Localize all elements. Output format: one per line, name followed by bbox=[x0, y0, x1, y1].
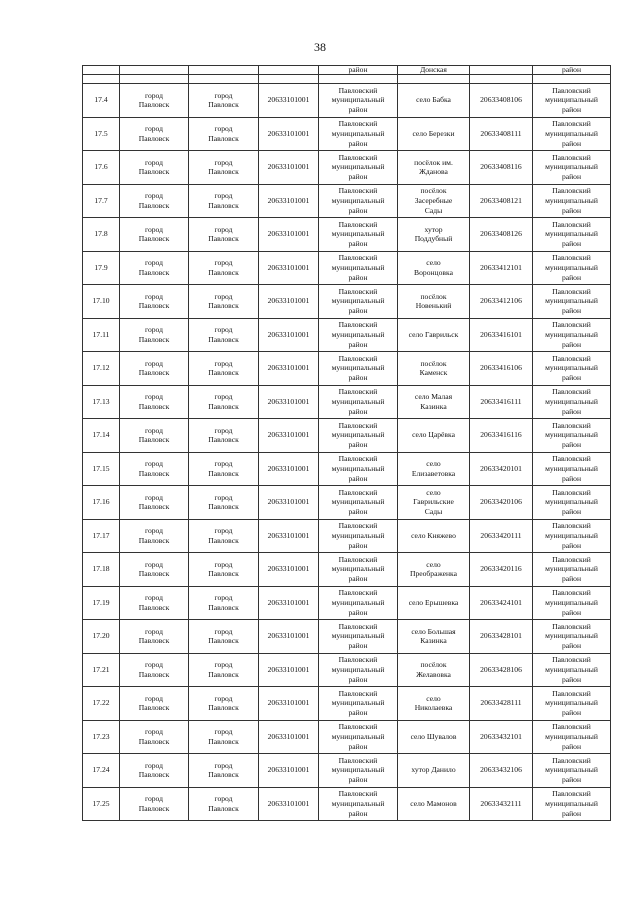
cell-settlement-code: 20633412101 bbox=[470, 251, 533, 285]
table-row bbox=[83, 318, 611, 352]
cell-city: город Павловск bbox=[120, 285, 189, 319]
cell-city: город Павловск bbox=[120, 84, 189, 118]
cell-number: 17.9 bbox=[83, 251, 120, 285]
table-row bbox=[83, 519, 611, 553]
table-row bbox=[83, 84, 611, 118]
cell-settlement-code: 20633416116 bbox=[470, 419, 533, 453]
cell-oktmo: 20633101001 bbox=[259, 184, 319, 218]
cell-city: город Павловск bbox=[120, 151, 189, 185]
cell-district: Павловский муниципальный район bbox=[319, 754, 398, 788]
cell-city: город Павловск bbox=[120, 352, 189, 386]
cell-district: Павловский муниципальный район bbox=[319, 519, 398, 553]
cell-district: Павловский муниципальный район bbox=[319, 318, 398, 352]
cell-city-2: город Павловск bbox=[189, 787, 259, 821]
cell-district-2: Павловский муниципальный район bbox=[533, 586, 611, 620]
cell-district: Павловский муниципальный район bbox=[319, 452, 398, 486]
cell-city-2: город Павловск bbox=[189, 754, 259, 788]
cell-district-2: Павловский муниципальный район bbox=[533, 318, 611, 352]
cell-city: город Павловск bbox=[120, 117, 189, 151]
cell-settlement: село Березки bbox=[398, 117, 470, 151]
cell-number: 17.25 bbox=[83, 787, 120, 821]
cell-city-2: город Павловск bbox=[189, 553, 259, 587]
cell-number: 17.24 bbox=[83, 754, 120, 788]
cell-number: 17.18 bbox=[83, 553, 120, 587]
cell-district: район bbox=[319, 66, 398, 75]
cell-settlement-code: 20633408106 bbox=[470, 84, 533, 118]
cell-district: Павловский муниципальный район bbox=[319, 553, 398, 587]
cell-district: Павловский муниципальный район bbox=[319, 151, 398, 185]
cell-settlement-code: 20633432101 bbox=[470, 720, 533, 754]
table-row bbox=[83, 486, 611, 520]
cell-settlement: хутор Данило bbox=[398, 754, 470, 788]
cell-district: Павловский муниципальный район bbox=[319, 184, 398, 218]
cell-city: город Павловск bbox=[120, 218, 189, 252]
cell-settlement: посёлок Засеребные Сады bbox=[398, 184, 470, 218]
cell-district: Павловский муниципальный район bbox=[319, 117, 398, 151]
table-row bbox=[83, 787, 611, 821]
cell-settlement: село Гаврильск bbox=[398, 318, 470, 352]
cell-city: город Павловск bbox=[120, 385, 189, 419]
cell-oktmo: 20633101001 bbox=[259, 218, 319, 252]
cell-number: 17.19 bbox=[83, 586, 120, 620]
table-row bbox=[83, 653, 611, 687]
cell-oktmo: 20633101001 bbox=[259, 553, 319, 587]
cell-oktmo: 20633101001 bbox=[259, 285, 319, 319]
cell-district-2: Павловский муниципальный район bbox=[533, 620, 611, 654]
cell-district-2: Павловский муниципальный район bbox=[533, 553, 611, 587]
cell-district-2: Павловский муниципальный район bbox=[533, 352, 611, 386]
cell-city-2: город Павловск bbox=[189, 452, 259, 486]
cell-city-2: город Павловск bbox=[189, 285, 259, 319]
cell-city: город Павловск bbox=[120, 553, 189, 587]
cell-city: город Павловск bbox=[120, 251, 189, 285]
cell-oktmo: 20633101001 bbox=[259, 486, 319, 520]
cell-settlement-code: 20633408126 bbox=[470, 218, 533, 252]
table-row bbox=[83, 620, 611, 654]
cell-city-2: город Павловск bbox=[189, 151, 259, 185]
cell-oktmo: 20633101001 bbox=[259, 419, 319, 453]
cell-city bbox=[120, 66, 189, 75]
cell-settlement-code: 20633432106 bbox=[470, 754, 533, 788]
cell-settlement-code: 20633408116 bbox=[470, 151, 533, 185]
cell-empty bbox=[319, 75, 398, 84]
cell-settlement-code: 20633412106 bbox=[470, 285, 533, 319]
cell-city: город Павловск bbox=[120, 787, 189, 821]
cell-district: Павловский муниципальный район bbox=[319, 787, 398, 821]
cell-district: Павловский муниципальный район bbox=[319, 218, 398, 252]
cell-number: 17.10 bbox=[83, 285, 120, 319]
cell-settlement-code: 20633420111 bbox=[470, 519, 533, 553]
cell-settlement: посёлок им. Жданова bbox=[398, 151, 470, 185]
cell-number: 17.20 bbox=[83, 620, 120, 654]
cell-district: Павловский муниципальный район bbox=[319, 586, 398, 620]
cell-number: 17.7 bbox=[83, 184, 120, 218]
table-row bbox=[83, 117, 611, 151]
cell-settlement-code: 20633432111 bbox=[470, 787, 533, 821]
cell-settlement-code: 20633420101 bbox=[470, 452, 533, 486]
cell-district-2: Павловский муниципальный район bbox=[533, 754, 611, 788]
cell-number: 17.4 bbox=[83, 84, 120, 118]
cell-district-2: Павловский муниципальный район bbox=[533, 452, 611, 486]
cell-settlement-code bbox=[470, 66, 533, 75]
cell-empty bbox=[120, 75, 189, 84]
cell-district: Павловский муниципальный район bbox=[319, 687, 398, 721]
cell-settlement-code: 20633424101 bbox=[470, 586, 533, 620]
cell-city: город Павловск bbox=[120, 486, 189, 520]
cell-district-2: Павловский муниципальный район bbox=[533, 184, 611, 218]
table-row-continued bbox=[83, 66, 611, 75]
cell-settlement: село Шувалов bbox=[398, 720, 470, 754]
cell-district: Павловский муниципальный район bbox=[319, 84, 398, 118]
table-row bbox=[83, 352, 611, 386]
cell-number: 17.12 bbox=[83, 352, 120, 386]
cell-district-2: Павловский муниципальный район bbox=[533, 519, 611, 553]
cell-settlement: село Малая Казинка bbox=[398, 385, 470, 419]
cell-oktmo: 20633101001 bbox=[259, 687, 319, 721]
cell-empty bbox=[470, 75, 533, 84]
cell-city: город Павловск bbox=[120, 687, 189, 721]
cell-settlement-code: 20633428106 bbox=[470, 653, 533, 687]
cell-oktmo: 20633101001 bbox=[259, 787, 319, 821]
cell-district-2: Павловский муниципальный район bbox=[533, 151, 611, 185]
cell-city-2 bbox=[189, 66, 259, 75]
cell-settlement-code: 20633420116 bbox=[470, 553, 533, 587]
cell-oktmo: 20633101001 bbox=[259, 117, 319, 151]
cell-settlement-code: 20633408121 bbox=[470, 184, 533, 218]
cell-city-2: город Павловск bbox=[189, 318, 259, 352]
cell-settlement: Донская bbox=[398, 66, 470, 75]
cell-city-2: город Павловск bbox=[189, 653, 259, 687]
cell-district-2: Павловский муниципальный район bbox=[533, 687, 611, 721]
cell-number: 17.14 bbox=[83, 419, 120, 453]
cell-district-2: Павловский муниципальный район bbox=[533, 251, 611, 285]
cell-oktmo: 20633101001 bbox=[259, 653, 319, 687]
cell-district-2: Павловский муниципальный район bbox=[533, 385, 611, 419]
cell-number: 17.21 bbox=[83, 653, 120, 687]
cell-city-2: город Павловск bbox=[189, 385, 259, 419]
table-row bbox=[83, 553, 611, 587]
cell-settlement-code: 20633428101 bbox=[470, 620, 533, 654]
cell-city-2: город Павловск bbox=[189, 218, 259, 252]
cell-number: 17.6 bbox=[83, 151, 120, 185]
cell-settlement: посёлок Новенький bbox=[398, 285, 470, 319]
cell-oktmo bbox=[259, 66, 319, 75]
cell-number: 17.23 bbox=[83, 720, 120, 754]
table-row bbox=[83, 251, 611, 285]
cell-settlement-code: 20633416106 bbox=[470, 352, 533, 386]
table-row bbox=[83, 754, 611, 788]
cell-city-2: город Павловск bbox=[189, 352, 259, 386]
cell-settlement-code: 20633428111 bbox=[470, 687, 533, 721]
cell-city-2: город Павловск bbox=[189, 117, 259, 151]
cell-city-2: город Павловск bbox=[189, 586, 259, 620]
cell-oktmo: 20633101001 bbox=[259, 519, 319, 553]
cell-district-2: Павловский муниципальный район bbox=[533, 486, 611, 520]
cell-settlement-code: 20633408111 bbox=[470, 117, 533, 151]
cell-oktmo: 20633101001 bbox=[259, 385, 319, 419]
cell-empty bbox=[398, 75, 470, 84]
cell-oktmo: 20633101001 bbox=[259, 620, 319, 654]
cell-city-2: город Павловск bbox=[189, 486, 259, 520]
cell-settlement: село Большая Казинка bbox=[398, 620, 470, 654]
cell-oktmo: 20633101001 bbox=[259, 352, 319, 386]
cell-district: Павловский муниципальный район bbox=[319, 251, 398, 285]
cell-district-2: Павловский муниципальный район bbox=[533, 84, 611, 118]
cell-number bbox=[83, 66, 120, 75]
cell-district: Павловский муниципальный район bbox=[319, 419, 398, 453]
cell-city: город Павловск bbox=[120, 620, 189, 654]
cell-district-2: район bbox=[533, 66, 611, 75]
table-row bbox=[83, 687, 611, 721]
cell-settlement-code: 20633416111 bbox=[470, 385, 533, 419]
cell-city: город Павловск bbox=[120, 184, 189, 218]
cell-city: город Павловск bbox=[120, 653, 189, 687]
cell-oktmo: 20633101001 bbox=[259, 452, 319, 486]
cell-city: город Павловск bbox=[120, 519, 189, 553]
cell-number: 17.11 bbox=[83, 318, 120, 352]
table-row bbox=[83, 419, 611, 453]
cell-settlement: посёлок Желавовка bbox=[398, 653, 470, 687]
cell-oktmo: 20633101001 bbox=[259, 151, 319, 185]
table-row bbox=[83, 184, 611, 218]
cell-settlement-code: 20633420106 bbox=[470, 486, 533, 520]
cell-district-2: Павловский муниципальный район bbox=[533, 720, 611, 754]
cell-district: Павловский муниципальный район bbox=[319, 352, 398, 386]
cell-settlement: село Царёвка bbox=[398, 419, 470, 453]
cell-city-2: город Павловск bbox=[189, 620, 259, 654]
cell-city: город Павловск bbox=[120, 318, 189, 352]
table-row bbox=[83, 586, 611, 620]
cell-oktmo: 20633101001 bbox=[259, 720, 319, 754]
cell-district: Павловский муниципальный район bbox=[319, 385, 398, 419]
cell-number: 17.17 bbox=[83, 519, 120, 553]
cell-oktmo: 20633101001 bbox=[259, 251, 319, 285]
table-row bbox=[83, 452, 611, 486]
cell-settlement: посёлок Каменск bbox=[398, 352, 470, 386]
cell-district: Павловский муниципальный район bbox=[319, 720, 398, 754]
cell-city-2: город Павловск bbox=[189, 84, 259, 118]
cell-number: 17.16 bbox=[83, 486, 120, 520]
cell-settlement: село Воронцовка bbox=[398, 251, 470, 285]
cell-district-2: Павловский муниципальный район bbox=[533, 218, 611, 252]
cell-district-2: Павловский муниципальный район bbox=[533, 787, 611, 821]
cell-city: город Павловск bbox=[120, 720, 189, 754]
cell-number: 17.13 bbox=[83, 385, 120, 419]
cell-city-2: город Павловск bbox=[189, 251, 259, 285]
table-row bbox=[83, 385, 611, 419]
cell-district-2: Павловский муниципальный район bbox=[533, 285, 611, 319]
cell-settlement-code: 20633416101 bbox=[470, 318, 533, 352]
cell-settlement: село Гаврильские Сады bbox=[398, 486, 470, 520]
cell-city: город Павловск bbox=[120, 452, 189, 486]
cell-district-2: Павловский муниципальный район bbox=[533, 653, 611, 687]
cell-city: город Павловск bbox=[120, 754, 189, 788]
cell-district-2: Павловский муниципальный район bbox=[533, 117, 611, 151]
cell-district: Павловский муниципальный район bbox=[319, 486, 398, 520]
cell-city-2: город Павловск bbox=[189, 419, 259, 453]
table-body bbox=[83, 66, 611, 821]
table-row-blank bbox=[83, 75, 611, 84]
cell-oktmo: 20633101001 bbox=[259, 754, 319, 788]
cell-oktmo: 20633101001 bbox=[259, 586, 319, 620]
cell-city-2: город Павловск bbox=[189, 519, 259, 553]
cell-number: 17.8 bbox=[83, 218, 120, 252]
cell-city-2: город Павловск bbox=[189, 720, 259, 754]
cell-settlement: село Ерышевка bbox=[398, 586, 470, 620]
table-row bbox=[83, 218, 611, 252]
cell-empty bbox=[533, 75, 611, 84]
cell-number: 17.5 bbox=[83, 117, 120, 151]
cell-empty bbox=[189, 75, 259, 84]
cell-oktmo: 20633101001 bbox=[259, 84, 319, 118]
page-number: 38 bbox=[314, 40, 326, 54]
cell-settlement: село Бабка bbox=[398, 84, 470, 118]
settlements-table bbox=[82, 65, 611, 821]
cell-settlement: село Мамонов bbox=[398, 787, 470, 821]
table-row bbox=[83, 285, 611, 319]
cell-oktmo: 20633101001 bbox=[259, 318, 319, 352]
cell-city: город Павловск bbox=[120, 419, 189, 453]
cell-district: Павловский муниципальный район bbox=[319, 620, 398, 654]
cell-city: город Павловск bbox=[120, 586, 189, 620]
cell-empty bbox=[83, 75, 120, 84]
table-row bbox=[83, 720, 611, 754]
cell-settlement: село Елизаветовка bbox=[398, 452, 470, 486]
cell-number: 17.22 bbox=[83, 687, 120, 721]
cell-city-2: город Павловск bbox=[189, 184, 259, 218]
cell-number: 17.15 bbox=[83, 452, 120, 486]
cell-settlement: село Преображенка bbox=[398, 553, 470, 587]
cell-settlement: село Николаевка bbox=[398, 687, 470, 721]
cell-empty bbox=[259, 75, 319, 84]
table-row bbox=[83, 151, 611, 185]
cell-district: Павловский муниципальный район bbox=[319, 285, 398, 319]
cell-settlement: село Княжево bbox=[398, 519, 470, 553]
cell-city-2: город Павловск bbox=[189, 687, 259, 721]
cell-settlement: хутор Поддубный bbox=[398, 218, 470, 252]
cell-district-2: Павловский муниципальный район bbox=[533, 419, 611, 453]
cell-district: Павловский муниципальный район bbox=[319, 653, 398, 687]
